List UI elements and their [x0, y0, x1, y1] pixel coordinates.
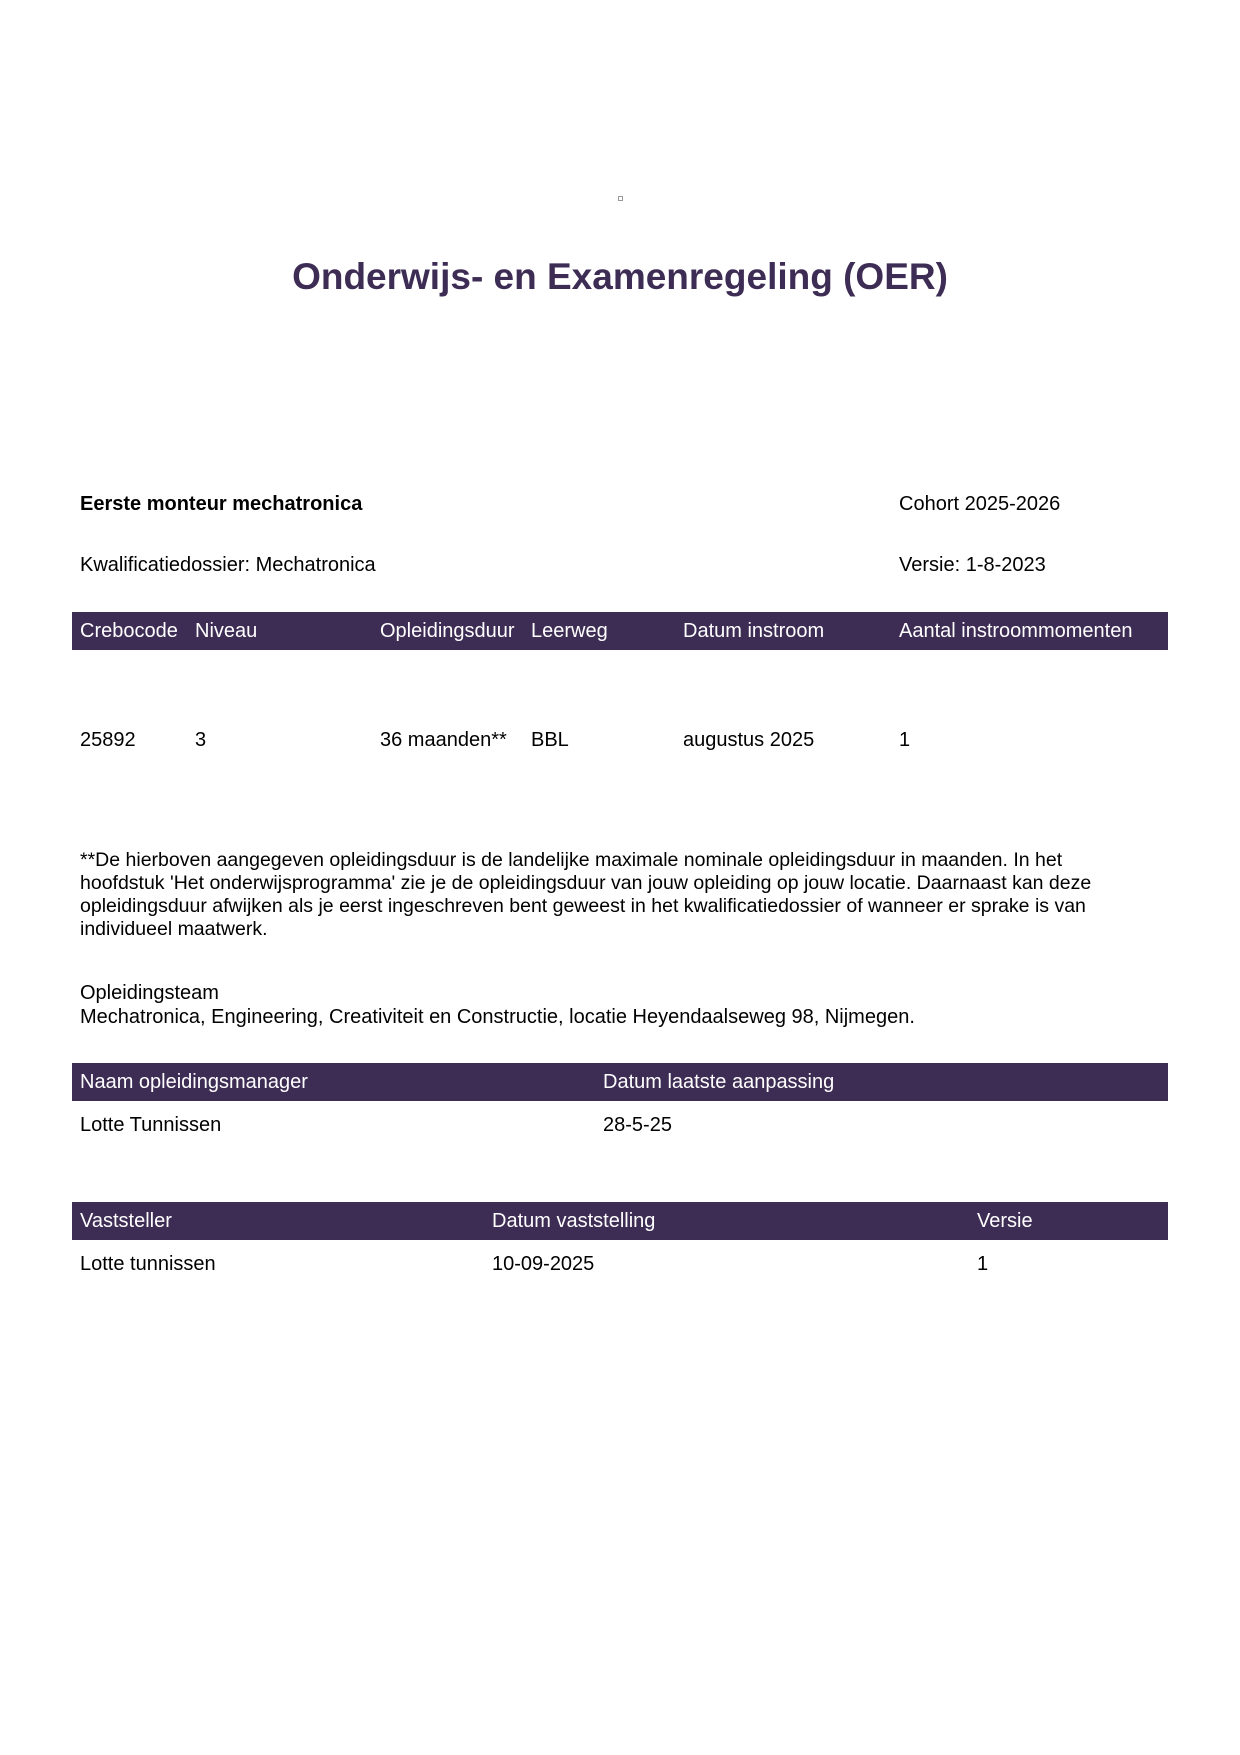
cell-vaststeller: Lotte tunnissen: [80, 1253, 216, 1275]
qualification-dossier: Kwalificatiedossier: Mechatronica: [80, 554, 376, 576]
cell-datum-vaststelling: 10-09-2025: [492, 1253, 595, 1275]
header-crebocode: Crebocode: [80, 620, 178, 642]
training-team: [80, 981, 915, 1029]
header-opleidingsduur: Opleidingsduur: [380, 620, 515, 642]
main-table-header: [72, 612, 1168, 650]
header-vaststeller: Vaststeller: [80, 1210, 172, 1232]
cell-datum-instroom: augustus 2025: [683, 729, 815, 751]
team-description: Mechatronica, Engineering, Creativiteit en Constructie, locatie Heyendaalseweg 98, Nijmegen.: [80, 1006, 915, 1028]
approval-table-header: [72, 1202, 1168, 1240]
cell-niveau: 3: [195, 729, 207, 751]
cell-last-modified: 28-5-25: [603, 1114, 672, 1136]
version-label: Versie: 1-8-2023: [899, 554, 1046, 576]
header-datum-vaststelling: Datum vaststelling: [492, 1210, 656, 1232]
cell-manager-name: Lotte Tunnissen: [80, 1114, 222, 1136]
document-title: Onderwijs- en Examenregeling (OER): [292, 256, 948, 297]
cell-opleidingsduur: 36 maanden**: [380, 729, 507, 751]
logo-placeholder-icon: [618, 196, 623, 201]
header-naam-opleidingsmanager: Naam opleidingsmanager: [80, 1071, 308, 1093]
duration-footnote: **De hierboven aangegeven opleidingsduur is de landelijke maximale nominale opleidingsduur in maanden. In het hoofdstuk 'Het onderwijsprogramma' zie je de opleidingsduur van jouw opleiding op jouw locatie. Daarnaast kan deze opleidingsduur afwijken als je eerst ingeschreven bent geweest in het kwalificatiedossier of wanneer er sprake is van individueel maatwerk.: [80, 849, 1092, 940]
cell-versie: 1: [977, 1253, 989, 1275]
header-leerweg: Leerweg: [531, 620, 608, 642]
header-aantal-instroommomenten: Aantal instroommomenten: [899, 620, 1133, 642]
manager-table-header: [72, 1063, 1168, 1101]
cell-leerweg: BBL: [531, 729, 569, 751]
header-niveau: Niveau: [195, 620, 258, 642]
cohort-label: Cohort 2025-2026: [899, 493, 1061, 515]
programme-name: Eerste monteur mechatronica: [80, 493, 363, 515]
header-datum-instroom: Datum instroom: [683, 620, 825, 642]
header-versie: Versie: [977, 1210, 1033, 1232]
header-datum-laatste-aanpassing: Datum laatste aanpassing: [603, 1071, 835, 1093]
cell-aantal-instroommomenten: 1: [899, 729, 911, 751]
cell-crebocode: 25892: [80, 729, 136, 751]
team-heading: Opleidingsteam: [80, 982, 219, 1004]
